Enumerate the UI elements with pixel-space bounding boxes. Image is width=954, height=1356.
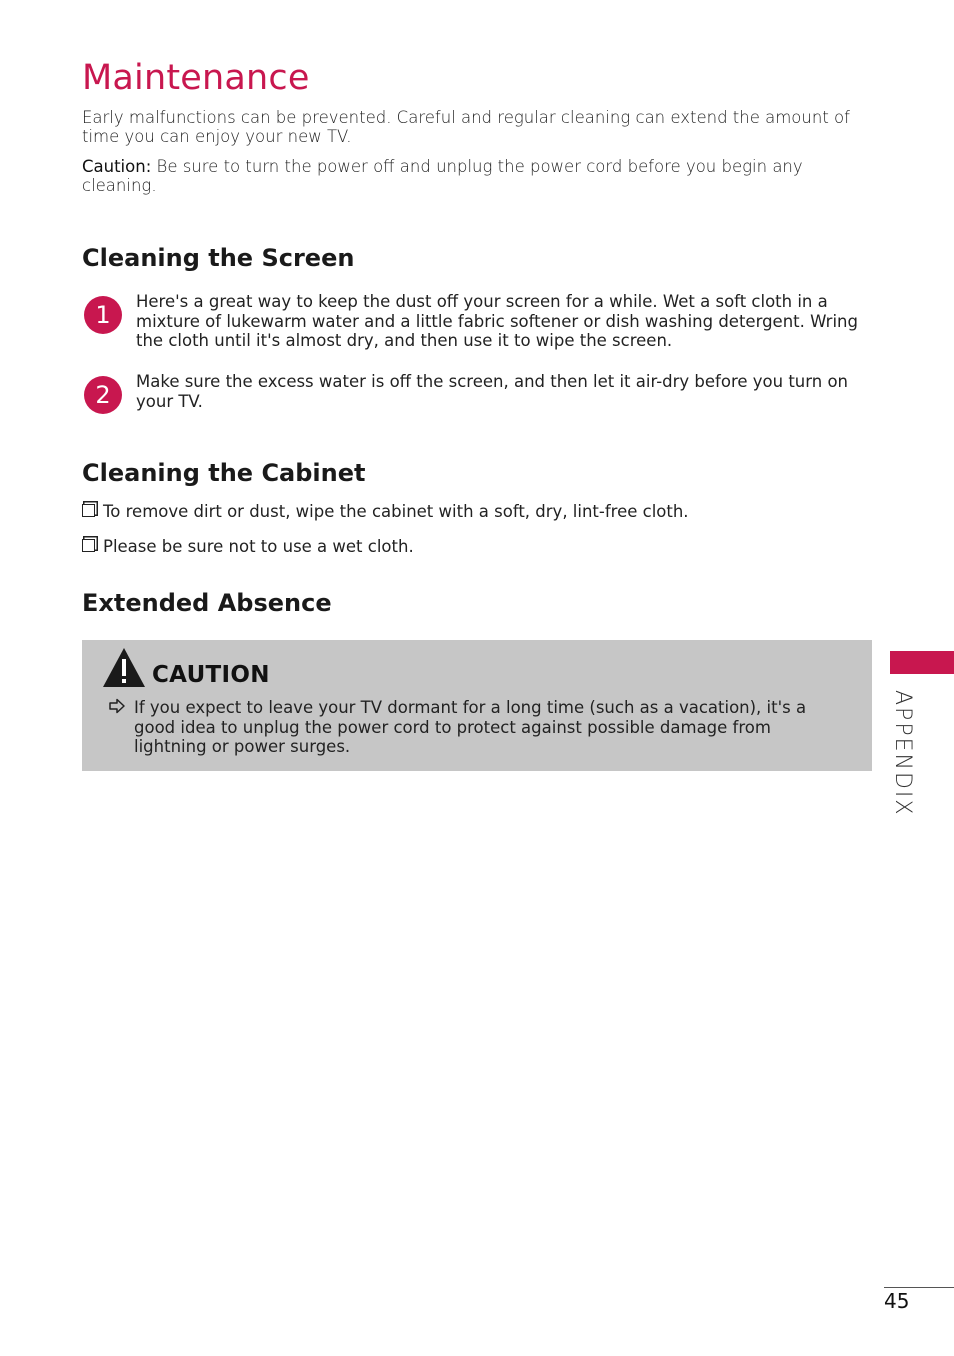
caution-heading: CAUTION bbox=[152, 662, 270, 688]
section-tab-marker bbox=[890, 651, 954, 674]
checkbox-bullet-icon bbox=[82, 539, 95, 552]
section-title-cleaning-cabinet: Cleaning the Cabinet bbox=[82, 459, 366, 487]
caution-note-text: If you expect to leave your TV dormant for a long time (such as a vacation), it's a good idea to unplug the power cord to protect against possible damage from lightning or power surges. bbox=[134, 698, 807, 756]
warning-triangle-icon bbox=[102, 646, 146, 688]
list-item-text: To remove dirt or dust, wipe the cabinet with a soft, dry, lint-free cloth. bbox=[103, 502, 689, 521]
step-number-badge: 2 bbox=[84, 376, 122, 414]
arrow-right-icon bbox=[108, 698, 126, 714]
caution-paragraph bbox=[82, 157, 872, 195]
page-title: Maintenance bbox=[82, 58, 310, 98]
step-text: Make sure the excess water is off the screen, and then let it air-dry before you turn on your TV. bbox=[136, 372, 848, 411]
footer-divider bbox=[884, 1287, 954, 1288]
step-number-badge: 1 bbox=[84, 296, 122, 334]
section-title-extended-absence: Extended Absence bbox=[82, 589, 332, 617]
sidebar-section-label: APPENDIX bbox=[890, 690, 915, 817]
section-title-cleaning-screen: Cleaning the Screen bbox=[82, 244, 355, 272]
caution-text: Be sure to turn the power off and unplug the power cord before you begin any cleaning. bbox=[82, 157, 803, 195]
intro-paragraph: Early malfunctions can be prevented. Careful and regular cleaning can extend the amount of time you can enjoy your new TV. bbox=[82, 108, 850, 146]
caution-box bbox=[82, 640, 872, 771]
list-item bbox=[82, 502, 872, 522]
list-item bbox=[82, 537, 872, 557]
checkbox-bullet-icon bbox=[82, 504, 95, 517]
list-item-text: Please be sure not to use a wet cloth. bbox=[103, 537, 414, 556]
page-number: 45 bbox=[884, 1289, 910, 1313]
caution-label: Caution: bbox=[82, 157, 152, 176]
step-text: Here's a great way to keep the dust off your screen for a while. Wet a soft cloth in a mixture of lukewarm water and a little fabric softener or dish washing detergent. Wring the cloth until it's almost dry, and then use it to wipe the screen. bbox=[136, 292, 858, 350]
